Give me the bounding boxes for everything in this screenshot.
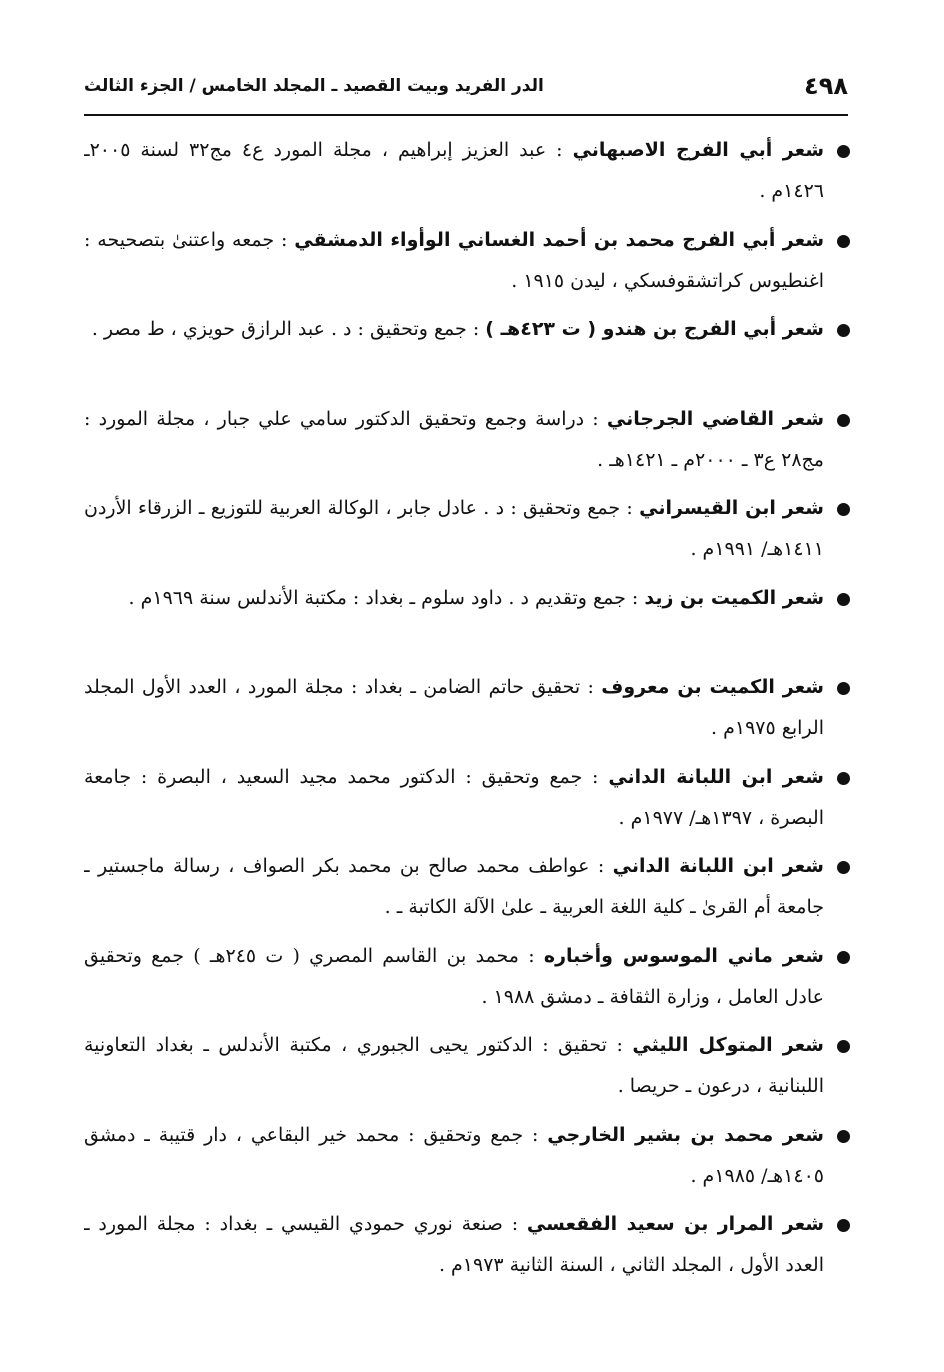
bibliography-entry [84,757,852,847]
page-header [84,70,848,106]
entry-title: شعر المرار بن سعيد الفقعسي [526,1213,825,1235]
bullet-icon [837,593,850,606]
entry-title: شعر أبي الفرج محمد بن أحمد الغساني الوأواء الدمشقي [294,228,825,251]
entry-title: شعر محمد بن بشير الخارجي [547,1123,824,1146]
bibliography-entry [84,488,852,578]
running-title: الدر الفريد وبيت القصيد ـ المجلد الخامس / الجزء الثالث [84,76,544,96]
header-rule [84,114,848,116]
entry-details: : جمع وتحقيق : محمد خير البقاعي ، دار قتيبة ـ دمشق ١٤٠٥هـ/ ١٩٨٥م . [84,1123,824,1187]
bibliography-entry [84,130,852,220]
page-number: ٤٩٨ [804,72,848,100]
bibliography-entry [84,667,852,757]
entry-details: : عواطف محمد صالح بن محمد بكر الصواف ، رسالة ماجستير ـ جامعة أم القرىٰ ـ كلية اللغة العربية ـ علىٰ الآلة الكاتبة ـ . [84,855,824,918]
bibliography-entry [84,399,852,489]
entry-title: شعر أبي الفرج بن هندو ( ت ٤٢٣هـ ) [485,318,824,340]
bibliography-entry [84,1115,852,1205]
entry-details: : جمع وتحقيق : د . عادل جابر ، الوكالة العربية للتوزيع ـ الزرقاء الأردن ١٤١١هـ/ ١٩٩١م . [84,497,824,560]
bullet-icon [837,324,850,337]
entry-title: شعر الكميت بن زيد [644,586,824,609]
entry-title: شعر المتوكل الليثي [632,1034,824,1056]
bibliography-entry [84,220,852,310]
bullet-icon [837,1130,850,1143]
bibliography-entry [84,1025,852,1115]
entry-details: : عبد العزيز إبراهيم ، مجلة المورد ع٤ مج٣٢ لسنة ٢٠٠٥ـ ١٤٢٦م . [84,139,824,202]
bibliography-entry [84,936,852,1026]
entry-title: شعر ابن القيسراني [639,497,824,519]
bullet-icon [837,861,850,874]
entry-details: : تحقيق : الدكتور يحيى الجبوري ، مكتبة الأندلس ـ بغداد التعاونية اللبنانية ، درعون ـ حريصا . [84,1034,824,1097]
bullet-icon [837,235,850,248]
entry-details: : محمد بن القاسم المصري ( ت ٢٤٥هـ ) جمع وتحقيق عادل العامل ، وزارة الثقافة ـ دمشق ١٩٨٨ . [84,944,824,1008]
entry-details: : جمع وتقديم د . داود سلوم ـ بغداد : مكتبة الأندلس سنة ١٩٦٩م . [128,586,645,609]
bullet-icon [837,1040,850,1053]
bibliography-entry [84,309,852,399]
entry-details: : جمع وتحقيق : د . عبد الرازق حويزي ، ط مصر . [91,318,486,340]
entry-details: : جمعه واعتنىٰ بتصحيحه : اغنطيوس كراتشقوفسكي ، ليدن ١٩١٥ . [84,228,824,292]
bibliography-entry [84,846,852,936]
entry-details: : تحقيق حاتم الضامن ـ بغداد : مجلة المورد ، العدد الأول المجلد الرابع ١٩٧٥م . [84,676,824,739]
entry-title: شعر أبي الفرج الاصبهاني [572,139,825,161]
bullet-icon [837,145,850,158]
entry-title: شعر الكميت بن معروف [601,676,824,698]
bibliography-entry [84,578,852,668]
bibliography-list [84,130,852,1294]
entry-details: : جمع وتحقيق : الدكتور محمد مجيد السعيد ، البصرة : جامعة البصرة ، ١٣٩٧هـ/ ١٩٧٧م . [84,765,824,829]
bullet-icon [837,682,850,695]
bullet-icon [837,414,850,427]
bullet-icon [837,772,850,785]
bullet-icon [837,951,850,964]
bullet-icon [837,503,850,516]
entry-title: شعر ماني الموسوس وأخباره [543,944,824,967]
entry-title: شعر القاضي الجرجاني [606,407,825,430]
entry-details: : صنعة نوري حمودي القيسي ـ بغداد : مجلة المورد ـ العدد الأول ، المجلد الثاني ، السنة الثانية ١٩٧٣م . [84,1213,824,1276]
bullet-icon [837,1219,850,1232]
entry-title: شعر ابن اللبانة الداني [612,855,824,877]
entry-title: شعر ابن اللبانة الداني [608,765,824,788]
entry-details: : دراسة وجمع وتحقيق الدكتور سامي علي جبار ، مجلة المورد : مج٢٨ ع٣ ـ ٢٠٠٠م ـ ١٤٢١هـ . [84,407,824,471]
bibliography-entry [84,1204,852,1294]
